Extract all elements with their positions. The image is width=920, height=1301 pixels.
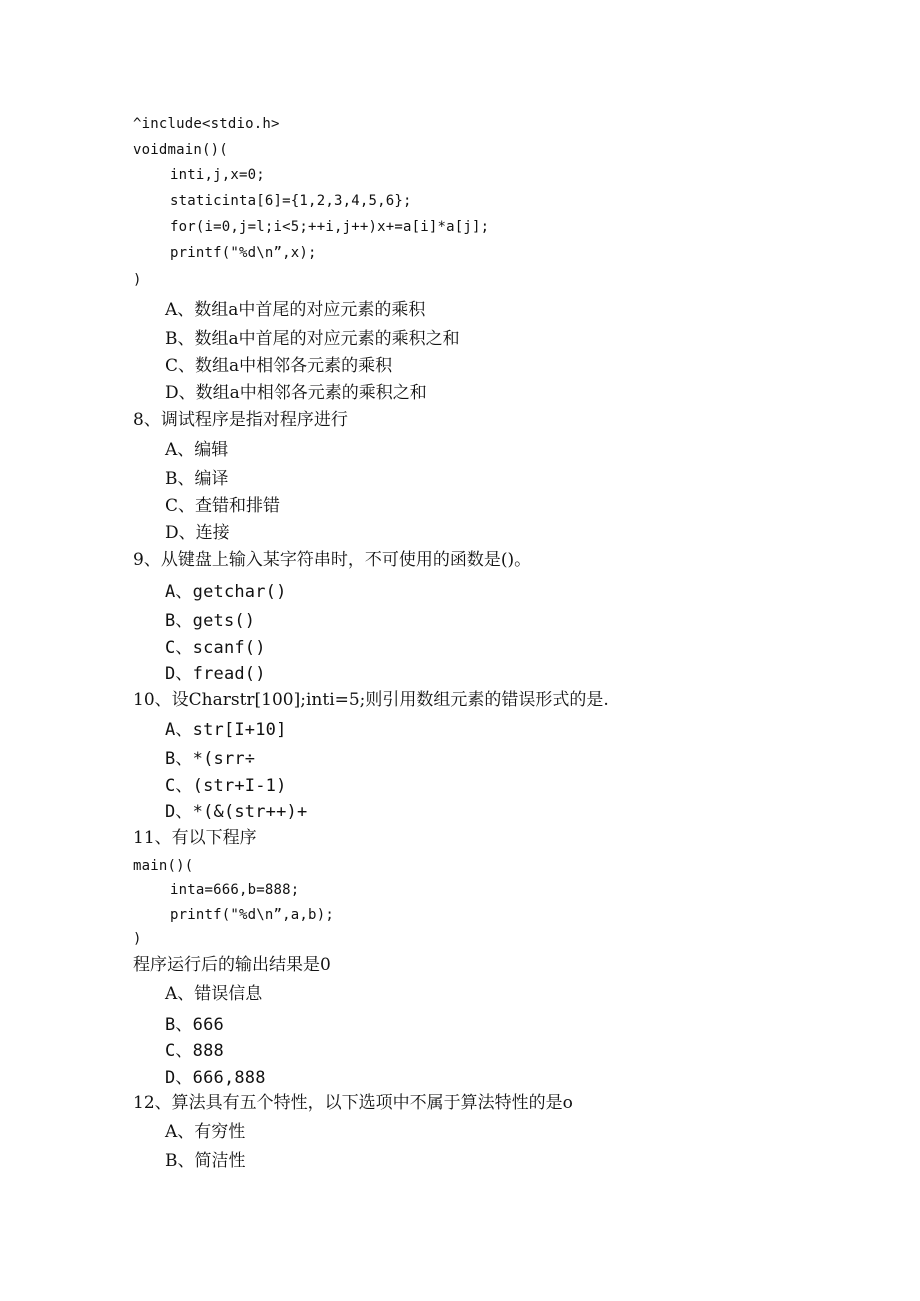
- option-b: B、简洁性: [165, 1151, 246, 1171]
- code-line: staticinta[6]={1,2,3,4,5,6};: [170, 193, 412, 209]
- code-line: ^include<stdio.h>: [133, 116, 280, 132]
- code-line: ): [133, 931, 142, 947]
- question-stem: 8、调试程序是指对程序进行: [133, 410, 348, 430]
- code-line: printf("%d\n”,a,b);: [170, 907, 334, 923]
- code-line: for(i=0,j=l;i<5;++i,j++)x+=a[i]*a[j];: [170, 219, 490, 235]
- option-b: B、666: [165, 1015, 224, 1035]
- option-c: C、数组a中相邻各元素的乘积: [165, 356, 393, 376]
- question-stem: 11、有以下程序: [133, 828, 257, 848]
- option-b: B、数组a中首尾的对应元素的乘积之和: [165, 329, 460, 349]
- option-d: D、连接: [165, 523, 230, 543]
- question-stem: 10、设Charstr[100];inti=5;则引用数组元素的错误形式的是.: [133, 690, 609, 710]
- option-d: D、数组a中相邻各元素的乘积之和: [165, 383, 427, 403]
- code-line: inta=666,b=888;: [170, 882, 300, 898]
- code-line: printf("%d\n”,x);: [170, 245, 317, 261]
- option-c: C、查错和排错: [165, 496, 281, 516]
- option-a: A、str[I+10]: [165, 720, 287, 740]
- option-b: B、gets(): [165, 611, 256, 631]
- option-d: D、*(&(str++)+: [165, 802, 308, 822]
- option-a: A、有穷性: [165, 1122, 246, 1142]
- question-stem: 9、从键盘上输入某字符串时，不可使用的函数是()。: [133, 550, 532, 570]
- question-text: 程序运行后的输出结果是0: [133, 955, 331, 975]
- option-c: C、scanf(): [165, 638, 266, 658]
- option-a: A、错误信息: [165, 984, 263, 1004]
- option-a: A、getchar(): [165, 582, 287, 602]
- code-line: voidmain()(: [133, 142, 228, 158]
- option-b: B、编译: [165, 469, 229, 489]
- option-a: A、编辑: [165, 440, 229, 460]
- code-line: main()(: [133, 858, 194, 874]
- option-c: C、(str+I-1): [165, 776, 287, 796]
- option-b: B、*(srr÷: [165, 749, 256, 769]
- code-line: inti,j,x=0;: [170, 167, 265, 183]
- option-a: A、数组a中首尾的对应元素的乘积: [165, 300, 426, 320]
- option-d: D、fread(): [165, 664, 266, 684]
- option-d: D、666,888: [165, 1068, 266, 1088]
- question-stem: 12、算法具有五个特性，以下选项中不属于算法特性的是o: [133, 1093, 573, 1113]
- code-line: ): [133, 272, 142, 288]
- option-c: C、888: [165, 1041, 224, 1061]
